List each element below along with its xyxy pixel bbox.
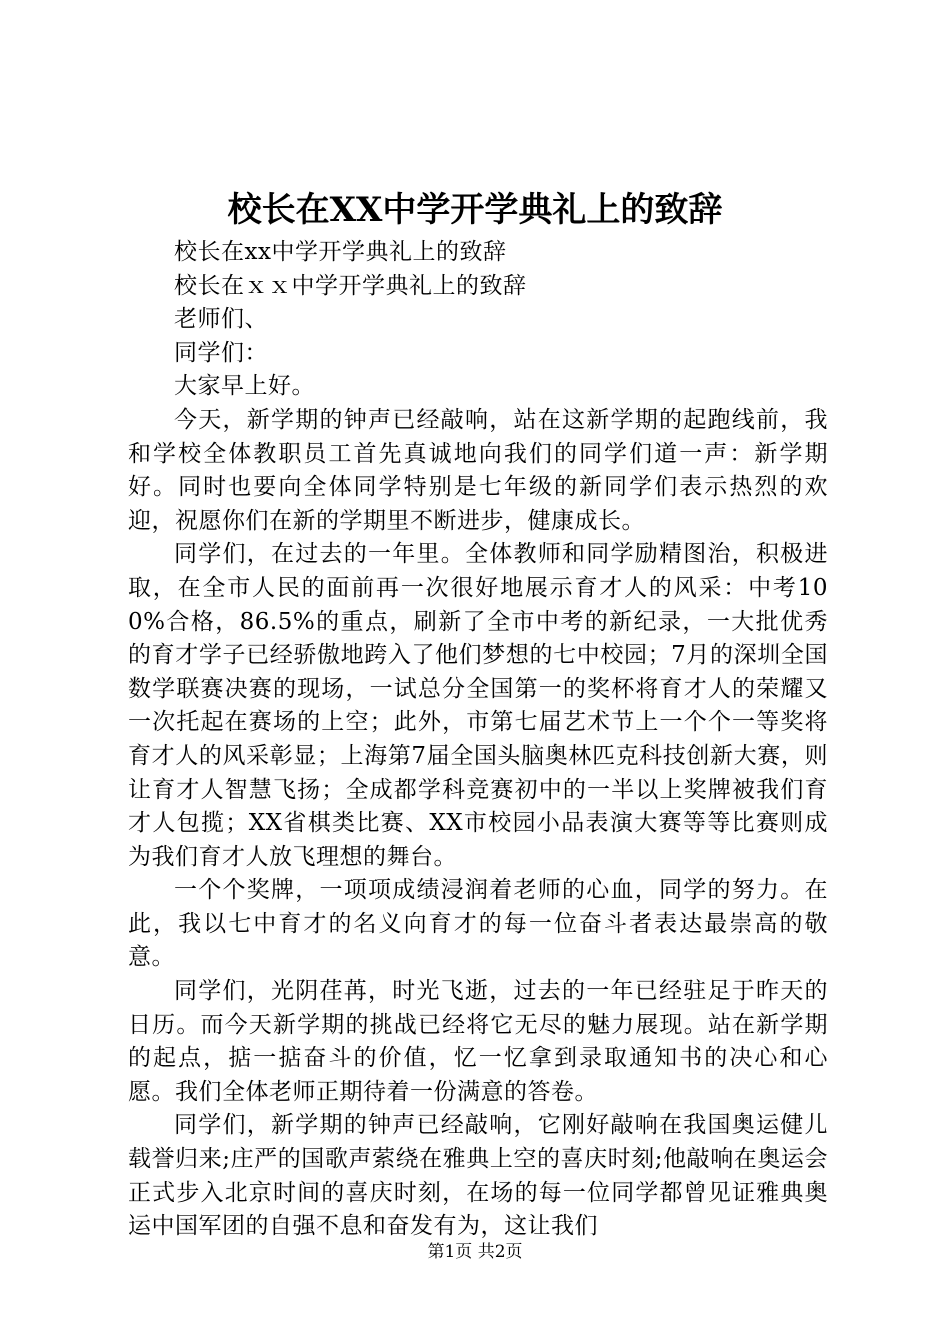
paragraph: 同学们，在过去的一年里。全体教师和同学励精图治，积极进取，在全市人民的面前再一次很好地展示育才人的风采：中考100%合格，86.5%的重点，刷新了全市中考的新纪录，一大批优秀的育才学子已经骄傲地跨入了他们梦想的七中校园；7月的深圳全国数学联赛决赛的现场，一试总分全国第一的奖杯将育才人的荣耀又一次托起在赛场的上空；此外，市第七届艺术节上一个个一等奖将育才人的风采彰显；上海第7届全国头脑奥林匹克科技创新大赛，则让育才人智慧飞扬；全成都学科竞赛初中的一半以上奖牌被我们育才人包揽；XX省棋类比赛、XX市校园小品表演大赛等等比赛则成为我们育才人放飞理想的舞台。: [128, 541, 828, 870]
document-body: [128, 236, 828, 1244]
paragraph: 同学们，新学期的钟声已经敲响，它刚好敲响在我国奥运健儿载誉归来;庄严的国歌声萦绕在雅典上空的喜庆时刻;他敲响在奥运会正式步入北京时间的喜庆时刻，在场的每一位同学都曾见证雅典奥运中国军团的自强不息和奋发有为，这让我们: [128, 1112, 828, 1240]
paragraph: 同学们，光阴荏苒，时光飞逝，过去的一年已经驻足于昨天的日历。而今天新学期的挑战已经将它无尽的魅力展现。站在新学期的起点，掂一掂奋斗的价值，忆一忆拿到录取通知书的决心和心愿。我们全体老师正期待着一份满意的答卷。: [128, 978, 828, 1105]
document-title: 校长在XX中学开学典礼上的致辞: [227, 190, 723, 230]
paragraph: 老师们、: [174, 306, 268, 333]
paragraph: 校长在xx中学开学典礼上的致辞: [174, 239, 507, 265]
paragraph: 大家早上好。: [174, 373, 315, 400]
paragraph: 一个个奖牌，一项项成绩浸润着老师的心血，同学的努力。在此，我以七中育才的名义向育才的每一位奋斗者表达最崇高的敬意。: [128, 877, 828, 971]
paragraph: 校长在ｘｘ中学开学典礼上的致辞: [174, 272, 527, 299]
paragraph: 同学们：: [174, 339, 268, 366]
paragraph: 今天，新学期的钟声已经敲响，站在这新学期的起跑线前，我和学校全体教职员工首先真诚地向我们的同学们道一声：新学期好。同时也要向全体同学特别是七年级的新同学们表示热烈的欢迎，祝愿你们在新的学期里不断进步，健康成长。: [128, 406, 828, 534]
page-footer: 第1页 共2页: [427, 1242, 523, 1262]
